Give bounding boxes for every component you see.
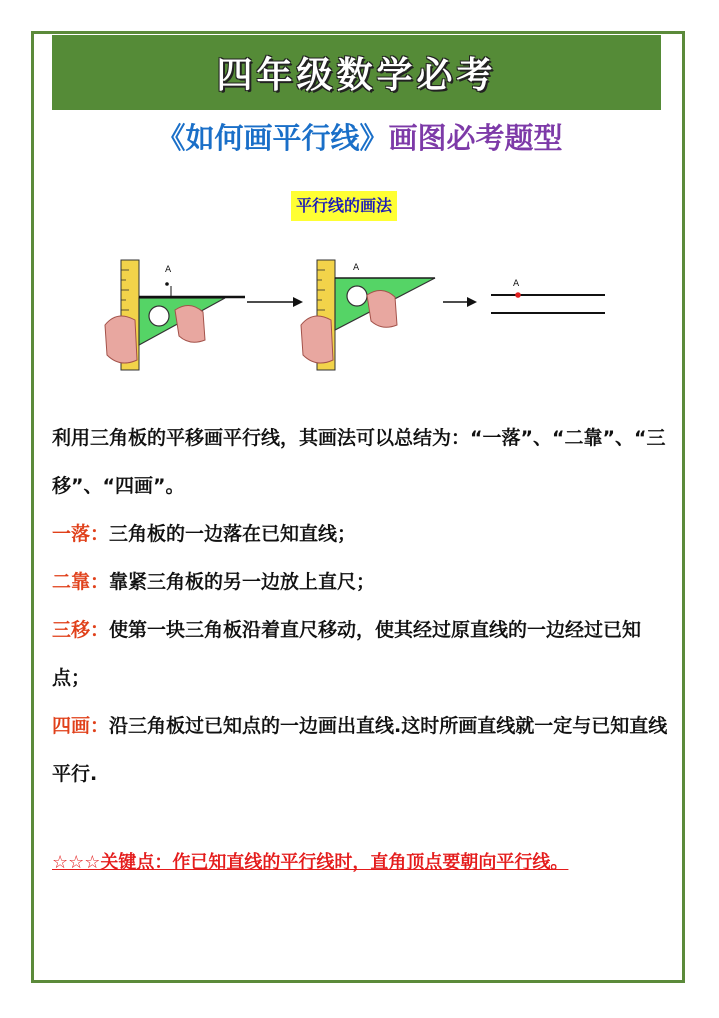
step-label: 二靠：: [52, 571, 110, 593]
step-text: 沿三角板过已知点的一边画出直线.这时所画直线就一定与已知直线平行.: [52, 715, 668, 785]
page-title: 四年级数学必考: [216, 55, 497, 96]
step3-figure: [301, 260, 435, 370]
result-figure: [491, 279, 605, 313]
point-label: A: [165, 265, 172, 275]
point-a: [515, 292, 521, 298]
step-label: 四画：: [52, 715, 110, 737]
parallel-line-diagram: [95, 250, 625, 380]
step1-figure: [105, 260, 245, 370]
hand: [301, 316, 333, 363]
step-label: 三移：: [52, 619, 110, 641]
subtitle-part2: 画图必考题型: [388, 121, 563, 155]
hand: [105, 316, 137, 363]
step-2: [52, 558, 672, 606]
subtitle: [0, 118, 719, 158]
key-point: ☆☆☆关键点：作已知直线的平行线时，直角顶点要朝向平行线。: [52, 852, 569, 873]
hand: [175, 305, 205, 342]
subtitle-part1: 《如何画平行线》: [156, 121, 389, 155]
step-4: [52, 702, 672, 798]
step-1: [52, 510, 672, 558]
title-banner: [52, 35, 661, 110]
point-label: A: [353, 263, 360, 273]
step-text: 三角板的一边落在已知直线；: [109, 523, 357, 545]
step-3: [52, 606, 672, 702]
step-label: 一落：: [52, 523, 110, 545]
arrow-2: [443, 297, 477, 307]
step-text: 使第一块三角板沿着直尺移动，使其经过原直线的一边经过已知点；: [52, 619, 642, 689]
section-tag: 平行线的画法: [291, 191, 397, 221]
point-label: A: [513, 279, 520, 289]
hand: [367, 290, 397, 327]
arrow-1: [247, 297, 303, 307]
step-text: 靠紧三角板的另一边放上直尺；: [109, 571, 376, 593]
intro-paragraph: 利用三角板的平移画平行线，其画法可以总结为：“一落”、“二靠”、“三移”、“四画”。: [52, 427, 666, 497]
